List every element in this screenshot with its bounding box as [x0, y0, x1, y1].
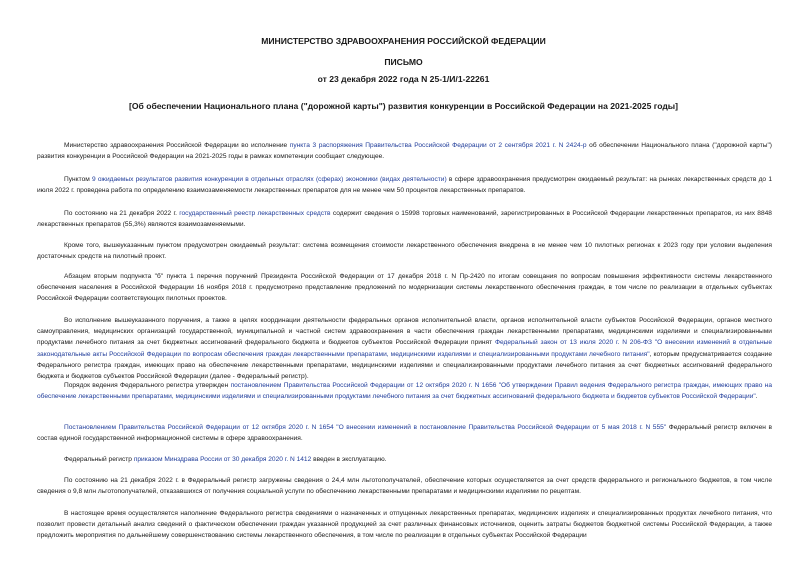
paragraph-text: Во исполнение вышеуказанного поручения, а также в целях координации деятельности федеральных органов исполнительной власти, органов исполнительной власти субъектов Российской Федерации, органов местного самоуправления, медицинских организаций государственной, муниципальной и частной систем здравоохранения в части обеспечения граждан лекарственными препаратами, медицинскими изделиями и специализированными продуктами лечебного питания за счет бюджетных ассигнований федерального бюджета и бюджетов субъектов Российской Федерации принят — [37, 317, 772, 347]
paragraph-9 — [37, 454, 772, 465]
paragraph-2 — [37, 174, 772, 196]
document-link[interactable]: постановлением Правительства Российской Федерации от 12 октября 2020 г. N 1656 "Об утверждении Правил ведения Федерального регистра граждан, имеющих право на обеспечение лекарственными препаратами, медицинскими изделиями и специализированными продуктами лечебного питания за счет бюджетных ассигнований федерального бюджета и бюджетов субъектов Российской Федерации" — [37, 382, 772, 401]
document-date-number: от 23 декабря 2022 года N 25-1/И/1-22261 — [317, 74, 490, 84]
paragraph-text: Федеральный регистр включен в состав единой государственной информационной системы в сфере здравоохранения. — [37, 424, 772, 443]
paragraph-6 — [37, 315, 772, 382]
paragraph-text: , которым предусматривается создание Федерального регистра граждан, имеющих право на обеспечение лекарственными препаратами, медицинскими изделиями и специализированными продуктами лечебного питания за счет бюджетных ассигнований федерального бюджета и бюджетов субъектов Российской Федерации (далее - Федеральный регистр). — [37, 350, 772, 381]
paragraph-text: Министерство здравоохранения Российской Федерации во исполнение — [64, 142, 290, 149]
paragraph-text: Порядок ведения Федерального регистра утвержден — [64, 382, 231, 389]
paragraph-text: Пунктом — [64, 176, 93, 183]
paragraph-text: Абзацем вторым подпункта "б" пункта 1 перечня поручений Президента Российской Федерации от 17 декабря 2018 г. N Пр-2420 по итогам совещания по вопросам повышения эффективности системы лекарственного обеспечения населения в Российской Федерации 16 ноября 2018 г. предусмотрено представление предложений по модернизации системы лекарственного обеспечения граждан, в том числе по реализации в отдельных субъектах Российской Федерации соответствующих пилотных проектов. — [37, 273, 772, 303]
document-type-heading: ПИСЬМО — [384, 57, 423, 67]
paragraph-10 — [37, 475, 772, 497]
paragraph-11 — [37, 508, 772, 542]
paragraph-text: Федеральный регистр — [64, 456, 134, 463]
paragraph-7 — [37, 380, 772, 402]
paragraph-4 — [37, 240, 772, 262]
paragraph-1 — [37, 140, 772, 162]
paragraph-text: . — [755, 393, 758, 401]
paragraph-text: В настоящее время осуществляется наполнение Федерального регистра сведениями о назначенных и отпущенных лекарственных препаратах, медицинских изделиях и специализированных продуктах лечебного питания, что позволит провести детальный анализ сведений о фактическом обеспечении граждан указанной продукцией за счет различных финансовых источников, оценить затраты бюджетов бюджетной системы Российской Федерации, а также предложить мероприятия по дальнейшему совершенствованию системы лекарственного обеспечения, в том числе по реализации в отдельных субъектах Российской Федерации — [37, 510, 772, 540]
paragraph-text: Кроме того, вышеуказанным пунктом предусмотрен ожидаемый результат: система возмещения стоимости лекарственного обеспечения внедрена в не менее чем 10 пилотных регионах к 2023 году при условии выделения достаточных средств на пилотный проект. — [37, 242, 772, 261]
document-link[interactable]: Постановлением Правительства Российской Федерации от 12 октября 2020 г. N 1654 "О внесении изменений в постановление Правительства Российской Федерации от 5 мая 2018 г. N 555" — [64, 424, 667, 431]
paragraph-text: введен в эксплуатацию. — [311, 456, 387, 463]
paragraph-text: По состоянию на 21 декабря 2022 г. в Федеральный регистр загружены сведения о 24,4 млн льготополучателей, обеспечение которых осуществляется за счет средств федерального и регионального бюджетов, в том числе сведения о 9,8 млн льготополучателей, отказавшихся от получения социальной услуги по обеспечению лекарственными препаратами и медицинскими изделиями по рецептам. — [37, 477, 772, 496]
paragraph-text: содержит сведения о 15998 торговых наименований, зарегистрированных в Российской Федерации лекарственных препаратов, из них 8848 лекарственных препаратов (55,3%) являются взаимозаменяемыми. — [37, 210, 772, 229]
paragraph-text: об обеспечении Национального плана ("дорожной карты") развития конкуренции в Российской Федерации на 2021-2025 годы в рамках компетенции сообщает следующее. — [37, 142, 772, 161]
document-link[interactable]: приказом Минздрава России от 30 декабря 2020 г. N 1412 — [133, 456, 312, 463]
document-link[interactable]: 9 ожидаемых результатов развития конкуренции в отдельных отраслях (сферах) экономики (видах деятельности) — [92, 176, 447, 183]
paragraph-3 — [37, 208, 772, 230]
paragraph-text: По состоянию на 21 декабря 2022 г. — [64, 210, 180, 217]
paragraph-8 — [37, 422, 772, 444]
ministry-heading: МИНИСТЕРСТВО ЗДРАВООХРАНЕНИЯ РОССИЙСКОЙ ФЕДЕРАЦИИ — [261, 36, 546, 46]
document-link[interactable]: Федеральный закон от 13 июля 2020 г. N 206-ФЗ "О внесении изменений в отдельные законодательные акты Российской Федерации по вопросам обеспечения граждан лекарственными препаратами, медицинскими изделиями и специализированными продуктами лечебного питания" — [37, 339, 773, 358]
document-link[interactable]: пункта 3 распоряжения Правительства Российской Федерации от 2 сентября 2021 г. N 2424-р — [289, 142, 587, 149]
paragraph-5 — [37, 271, 772, 305]
paragraph-text: в сфере здравоохранения предусмотрен ожидаемый результат: на рынках лекарственных средств до 1 июля 2022 г. проведена работа по определению взаимозаменяемости лекарственных препаратов для не менее чем 50 процентов лекарственных препаратов. — [37, 176, 772, 195]
document-subject: [Об обеспечении Национального плана ("дорожной карты") развития конкуренции в Российской Федерации на 2021-2025 годы] — [128, 101, 679, 111]
document-link[interactable]: государственный реестр лекарственных средств — [179, 210, 331, 217]
